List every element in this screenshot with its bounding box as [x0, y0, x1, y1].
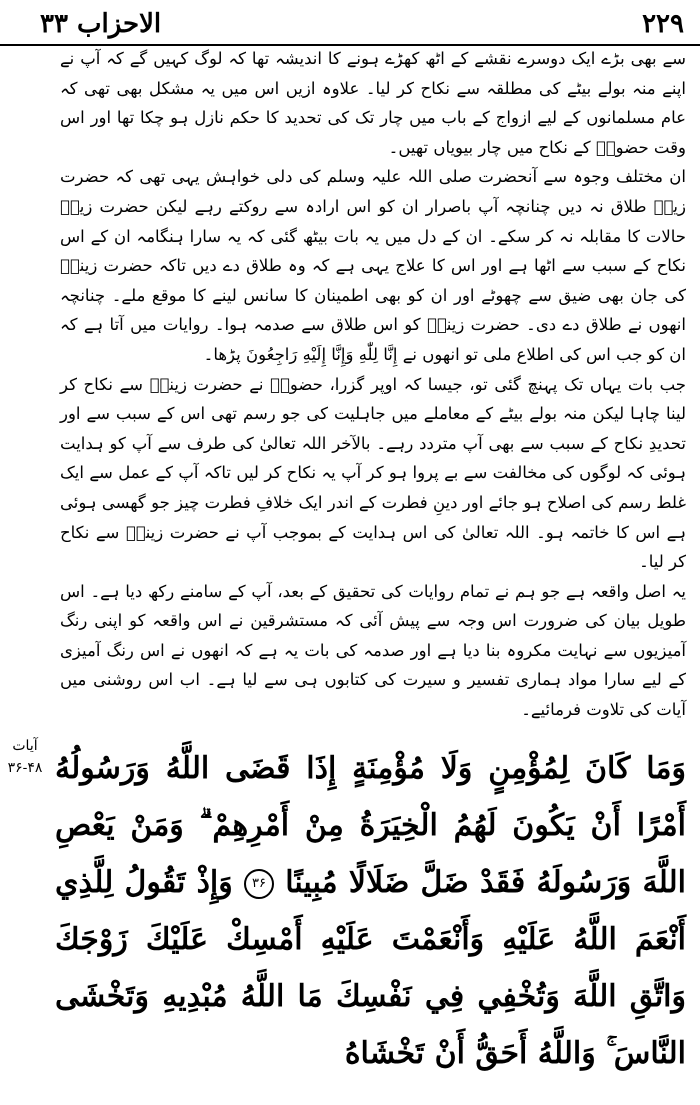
verse-37-text: وَإِذْ تَقُولُ لِلَّذِي أَنْعَمَ اللَّهُ عَلَيْهِ وَأَنْعَمْتَ عَلَيْهِ أَمْسِكْ عَلَيْكَ زَوْجَكَ وَاتَّقِ اللَّهَ وَتُخْفِي فِي نَفْسِكَ مَا اللَّهُ مُبْدِيهِ وَتَخْشَى النَّاسَ ۚ وَاللَّهُ أَحَقُّ أَنْ تَخْشَاهُ: [55, 865, 686, 1071]
paragraph: سے بھی بڑے ایک دوسرے نقشے کے اٹھ کھڑے ہونے کا اندیشہ تھا کہ لوگ کہیں گے کہ آپ نے اپنے منہ بولے بیٹے کی مطلقہ سے نکاح کر لیا۔ علاوہ ازیں اس میں یہ مشکل بھی تھی کہ عام مسلمانوں کے لیے ازواج کے باب میں چار تک کی تحدید کا حکم نازل ہو چکا تھا اور اس وقت حضورؐ کے نکاح میں چار بیویاں تھیں۔: [60, 49, 686, 157]
surah-title: الاحزاب ۳۳: [40, 9, 162, 39]
paragraph: یہ اصل واقعہ ہے جو ہم نے تمام روایات کی تحقیق کے بعد، آپ کے سامنے رکھ دیا ہے۔ اس طویل بیان کی ضرورت اس وجہ سے پیش آئی کہ مستشرقین نے اس واقعہ کو اپنی رنگ آمیزیوں سے نہایت مکروہ بنا دیا ہے اور صدمہ کی بات یہ ہے کہ انھوں نے اس رنگ آمیزی کے لیے سارا مواد ہماری تفسیر و سیرت کی کتابوں ہی سے لیا ہے۔ اب اس روشنی میں آیات کی تلاوت فرمائیے۔: [60, 581, 686, 720]
ayah-number-marker: ۳۶: [244, 869, 274, 899]
verse-range-numbers: ۳۶-۴۸: [7, 760, 43, 776]
commentary-text: [60, 44, 686, 720]
verse-range-marker: [2, 735, 48, 779]
paragraph: جب بات یہاں تک پہنچ گئی تو، جیسا کہ اوپر گزرا، حضورؐ نے حضرت زینبؓ سے نکاح کر لینا چاہا لیکن منہ بولے بیٹے کے معاملے میں جاہلیت کی جو رسم تھی اس کے سبب سے اور تحدیدِ نکاح کے سبب سے بھی آپ متردد رہے۔ بالآخر اللہ تعالیٰ کی طرف سے آپ کو ہدایت ہوئی کہ لوگوں کی مخالفت سے بے پروا ہو کر آپ یہ نکاح کر لیں تاکہ آپ کے عمل سے ایک غلط رسم کی اصلاح ہو جائے اور دینِ فطرت کے اندر ایک خلافِ فطرت چیز جو گھسی ہوئی ہے اس کا خاتمہ ہو۔ اللہ تعالیٰ کی اس ہدایت کے بموجب آپ نے حضرت زینبؓ سے نکاح کر لیا۔: [60, 374, 686, 572]
verse-range-label: آیات: [12, 738, 38, 754]
quran-verse-text: [55, 740, 686, 1082]
paragraph: ان مختلف وجوہ سے آنحضرت صلی اللہ علیہ وسلم کی دلی خواہش یہی تھی کہ حضرت زیدؓ طلاق نہ دیں چنانچہ آپ باصرار ان کو اس ارادہ سے روکتے رہے لیکن حضرت زیدؓ حالات کا مقابلہ نہ کر سکے۔ ان کے دل میں یہ بات بیٹھ گئی کہ یہ سارا ہنگامہ ان کے اس نکاح کے سبب سے اٹھا ہے اور اس کا علاج یہی ہے کہ وہ طلاق دے دیں تاکہ حضرت زینبؓ کی جان بھی ضیق سے چھوٹے اور ان کو بھی اطمینان کا سانس لینے کا موقع ملے۔ چنانچہ انھوں نے طلاق دے دی۔ حضرت زینبؓ کو اس طلاق سے صدمہ ہوا۔ روایات میں آتا ہے کہ ان کو جب اس کی اطلاع ملی تو انھوں نے إِنَّا لِلّٰهِ وَإِنَّا إِلَيْهِ رَاجِعُونَ پڑھا۔: [60, 167, 686, 364]
page-header: [40, 4, 684, 44]
verse-36-text: وَمَا كَانَ لِمُؤْمِنٍ وَلَا مُؤْمِنَةٍ إِذَا قَضَى اللَّهُ وَرَسُولُهُ أَمْرًا أَنْ يَكُونَ لَهُمُ الْخِيَرَةُ مِنْ أَمْرِهِمْ ۗ وَمَنْ يَعْصِ اللَّهَ وَرَسُولَهُ فَقَدْ ضَلَّ ضَلَالًا مُبِينًا: [55, 751, 686, 900]
quran-verses: [55, 740, 686, 1100]
page-number: ۲۲۹: [642, 9, 684, 39]
